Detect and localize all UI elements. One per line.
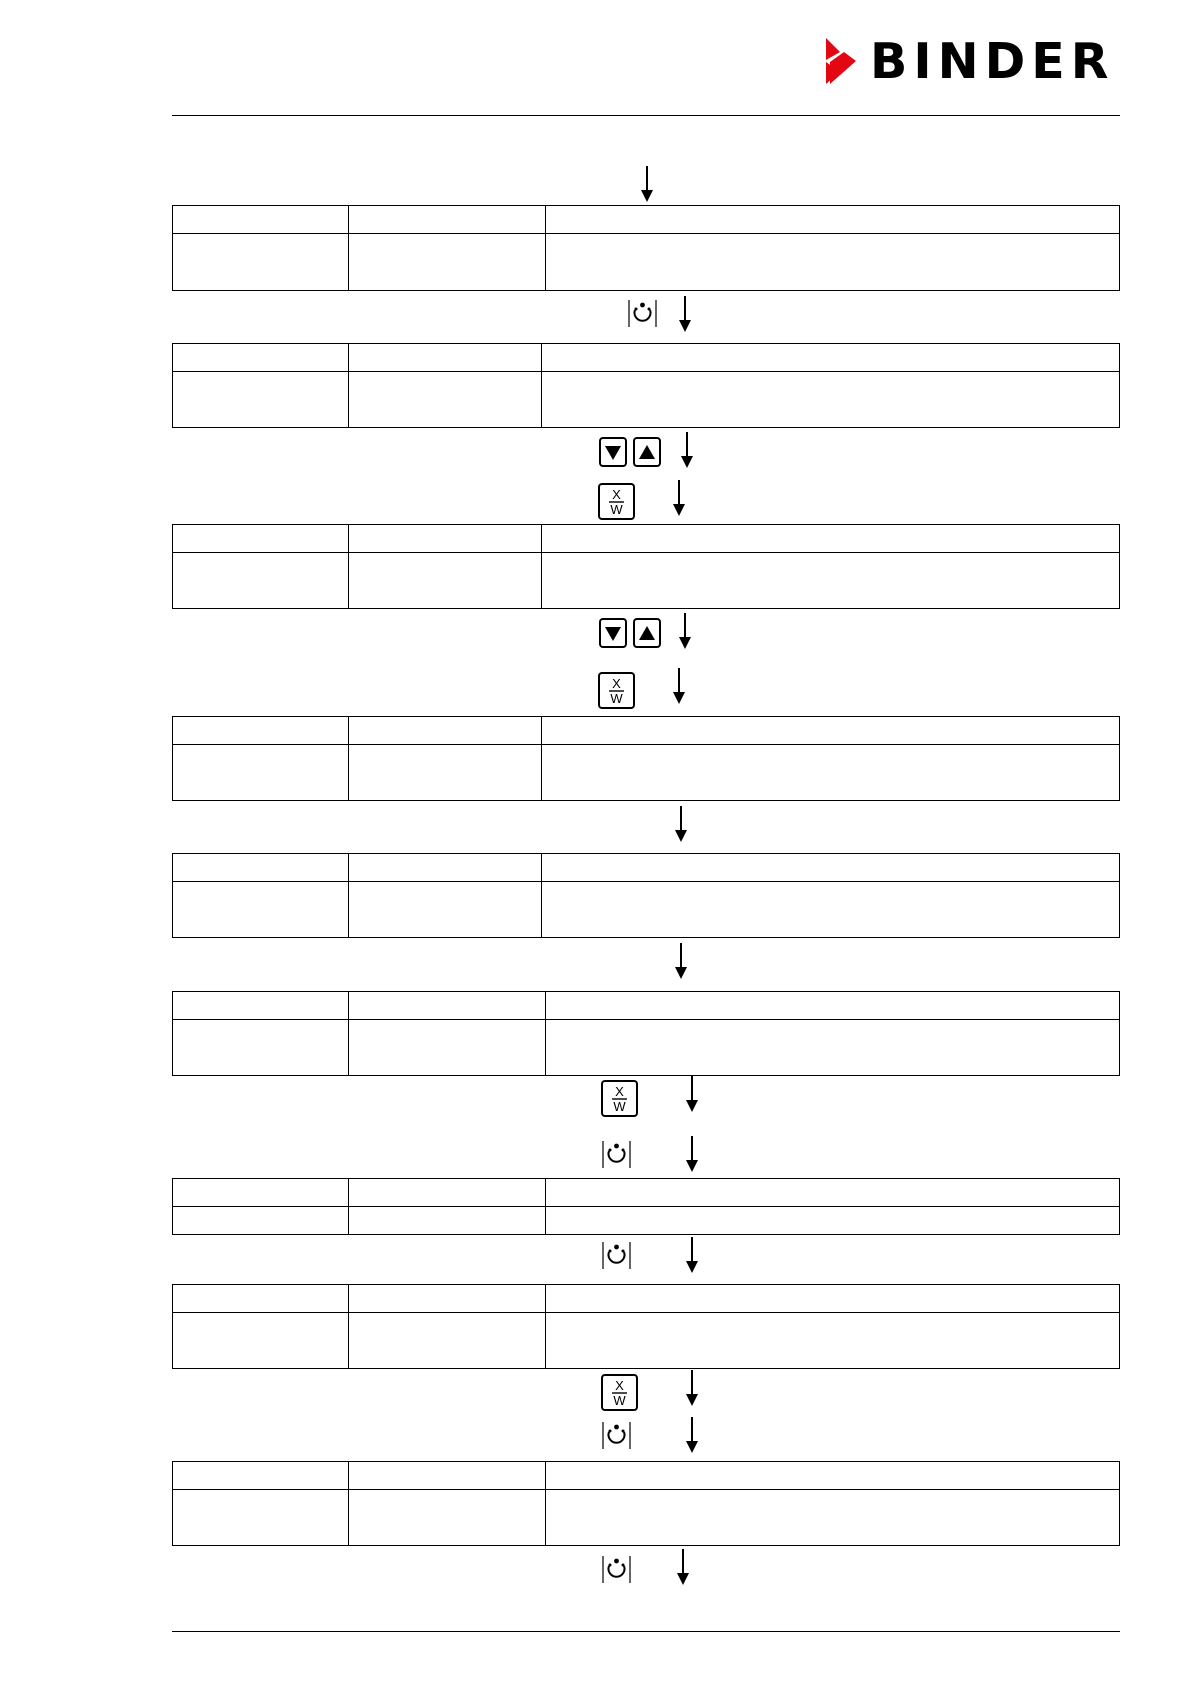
table-cell	[173, 854, 349, 882]
table-cell	[173, 1207, 349, 1235]
xw-key-top-label: X	[615, 1378, 624, 1393]
step-table-1	[172, 205, 1120, 291]
step-table-7	[172, 1178, 1120, 1235]
brand-name: BINDER	[870, 32, 1115, 90]
down-arrow-icon	[677, 1549, 689, 1585]
table-cell	[173, 234, 349, 291]
table-cell	[546, 1490, 1120, 1546]
table-cell	[349, 344, 542, 372]
table-cell	[542, 745, 1120, 801]
xw-key-bottom-label: W	[610, 691, 623, 706]
table-cell	[542, 854, 1120, 882]
table-cell	[349, 1020, 546, 1076]
table-cell	[546, 1020, 1120, 1076]
footer-rule	[172, 1631, 1120, 1632]
table-cell	[349, 1490, 546, 1546]
xw-key-icon	[598, 672, 635, 709]
down-arrow-icon	[681, 432, 693, 468]
table-row	[173, 1179, 1120, 1207]
table-row	[173, 1462, 1120, 1490]
xw-key-icon	[598, 483, 635, 520]
header-rule	[172, 115, 1120, 116]
table-cell	[349, 206, 546, 234]
table-cell	[546, 1207, 1120, 1235]
step-table-5	[172, 853, 1120, 938]
table-row	[173, 882, 1120, 938]
table-cell	[546, 234, 1120, 291]
step-table-3	[172, 524, 1120, 609]
table-row	[173, 206, 1120, 234]
table-cell	[173, 1020, 349, 1076]
down-arrow-icon	[686, 1370, 698, 1406]
arrow-up-key-icon	[633, 437, 661, 467]
step-table-4	[172, 716, 1120, 801]
table-cell	[173, 206, 349, 234]
step-table-8	[172, 1284, 1120, 1369]
arrow-down-key-icon	[599, 437, 627, 467]
down-arrow-icon	[686, 1417, 698, 1453]
program-key-icon	[601, 1240, 632, 1271]
table-cell	[542, 717, 1120, 745]
table-row	[173, 553, 1120, 609]
down-arrow-icon	[686, 1076, 698, 1112]
table-cell	[542, 525, 1120, 553]
xw-key-icon	[601, 1080, 638, 1117]
down-arrow-icon	[679, 296, 691, 332]
table-cell	[542, 553, 1120, 609]
table-cell	[546, 1179, 1120, 1207]
table-cell	[349, 745, 542, 801]
step-table-2	[172, 343, 1120, 428]
table-row	[173, 1285, 1120, 1313]
step-table-6	[172, 991, 1120, 1076]
xw-key-bottom-label: W	[613, 1393, 626, 1408]
table-cell	[173, 1490, 349, 1546]
table-cell	[542, 882, 1120, 938]
table-cell	[542, 372, 1120, 428]
table-cell	[173, 1285, 349, 1313]
down-arrow-icon	[686, 1136, 698, 1172]
table-cell	[349, 1207, 546, 1235]
table-cell	[546, 1285, 1120, 1313]
table-row	[173, 1207, 1120, 1235]
xw-key-bottom-label: W	[613, 1099, 626, 1114]
table-row	[173, 745, 1120, 801]
arrow-up-key-icon	[633, 618, 661, 648]
down-arrow-icon	[673, 480, 685, 516]
step-table-9	[172, 1461, 1120, 1546]
xw-key-top-label: X	[615, 1084, 624, 1099]
table-cell	[173, 344, 349, 372]
table-row	[173, 372, 1120, 428]
down-arrow-icon	[675, 806, 687, 842]
table-cell	[349, 992, 546, 1020]
table-row	[173, 234, 1120, 291]
table-cell	[173, 372, 349, 428]
xw-key-top-label: X	[612, 676, 621, 691]
table-cell	[542, 344, 1120, 372]
table-cell	[173, 1179, 349, 1207]
down-arrow-icon	[641, 166, 653, 202]
table-cell	[546, 1313, 1120, 1369]
xw-key-bottom-label: W	[610, 502, 623, 517]
table-cell	[173, 717, 349, 745]
down-arrow-icon	[679, 613, 691, 649]
table-cell	[349, 1313, 546, 1369]
table-row	[173, 1020, 1120, 1076]
table-cell	[546, 992, 1120, 1020]
binder-logo-mark-icon	[826, 38, 860, 84]
table-cell	[349, 1462, 546, 1490]
table-cell	[546, 206, 1120, 234]
table-row	[173, 854, 1120, 882]
program-key-icon	[627, 298, 658, 329]
down-arrow-icon	[675, 943, 687, 979]
table-cell	[173, 992, 349, 1020]
table-row	[173, 1313, 1120, 1369]
xw-key-icon	[601, 1374, 638, 1411]
table-cell	[349, 372, 542, 428]
table-cell	[349, 717, 542, 745]
table-cell	[546, 1462, 1120, 1490]
table-cell	[349, 854, 542, 882]
table-cell	[173, 882, 349, 938]
binder-logo	[826, 32, 1115, 90]
table-cell	[349, 1285, 546, 1313]
table-cell	[173, 1313, 349, 1369]
table-row	[173, 525, 1120, 553]
xw-key-top-label: X	[612, 487, 621, 502]
table-cell	[349, 234, 546, 291]
table-cell	[173, 553, 349, 609]
table-cell	[349, 1179, 546, 1207]
table-row	[173, 344, 1120, 372]
arrow-down-key-icon	[599, 618, 627, 648]
program-key-icon	[601, 1420, 632, 1451]
table-cell	[349, 882, 542, 938]
down-arrow-icon	[673, 668, 685, 704]
table-cell	[173, 525, 349, 553]
program-key-icon	[601, 1554, 632, 1585]
table-cell	[173, 745, 349, 801]
table-row	[173, 717, 1120, 745]
table-row	[173, 992, 1120, 1020]
table-row	[173, 1490, 1120, 1546]
table-cell	[349, 553, 542, 609]
down-arrow-icon	[686, 1237, 698, 1273]
program-key-icon	[601, 1139, 632, 1170]
table-cell	[173, 1462, 349, 1490]
table-cell	[349, 525, 542, 553]
